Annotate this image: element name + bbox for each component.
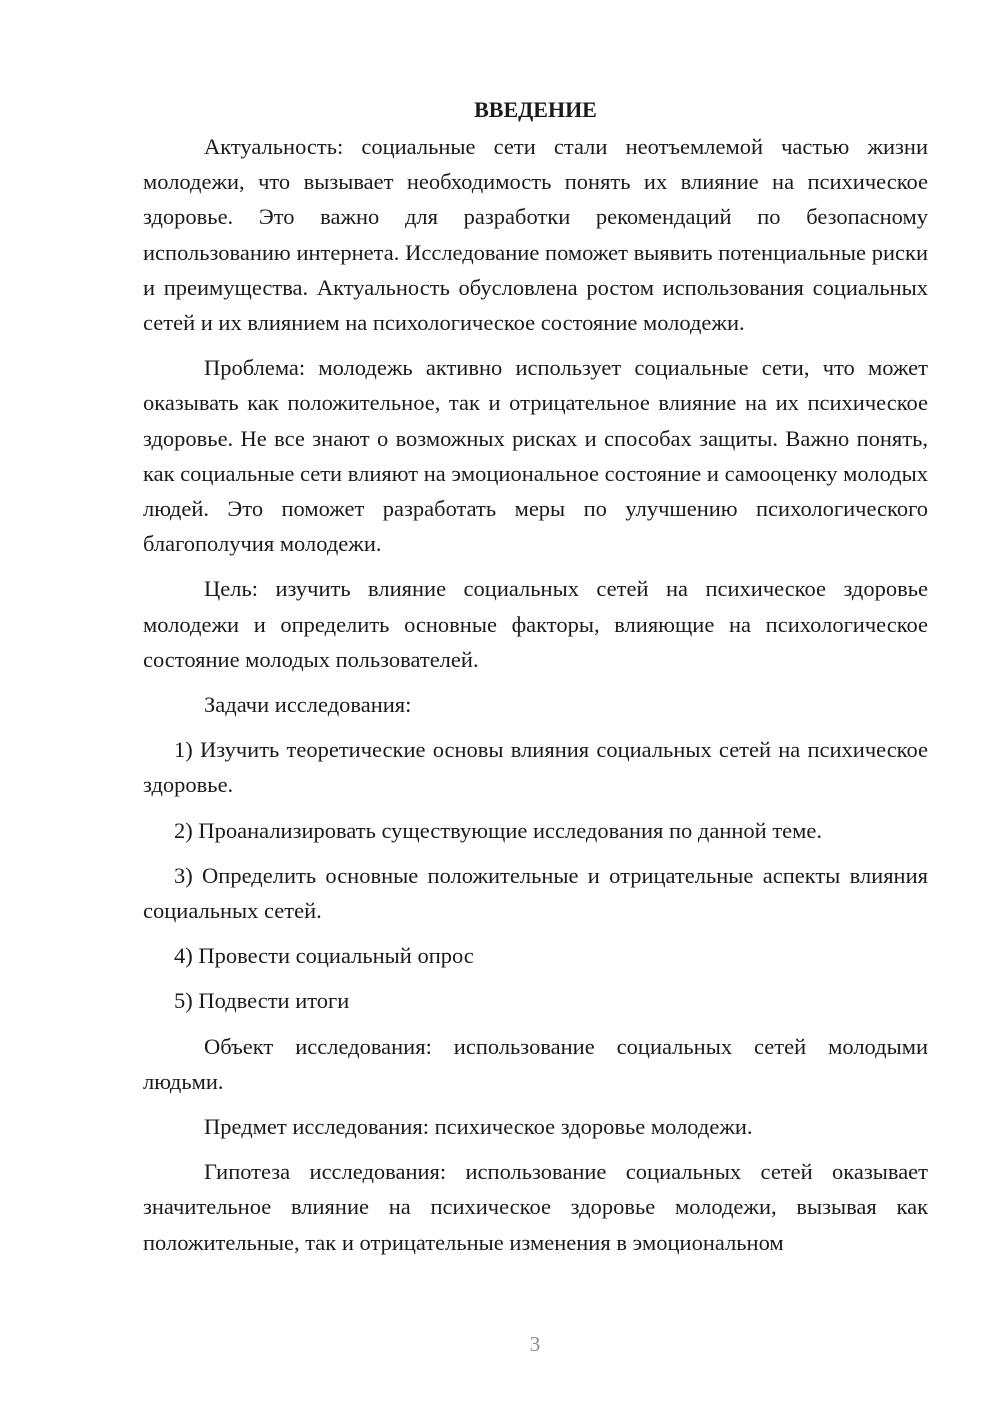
- page-number: 3: [529, 1332, 541, 1356]
- page-content: [143, 92, 928, 1260]
- subject-paragraph: Предмет исследования: психическое здоровье молодежи.: [204, 1114, 753, 1140]
- task-item-2: 2) Проанализировать существующие исследования по данной теме.: [174, 817, 823, 843]
- relevance-paragraph: Актуальность: социальные сети стали неотъемлемой частью жизни молодежи, что вызывает необходимость понять их влияние на психическое здоровье. Это важно для разработки рекомендаций по безопасному использованию интернета. Исследование поможет выявить потенциальные риски и преимущества. Актуальность обусловлена ростом использования социальных сетей и их влиянием на психологическое состояние молодежи.: [143, 134, 928, 336]
- tasks-heading: Задачи исследования:: [204, 692, 412, 718]
- goal-paragraph: Цель: изучить влияние социальных сетей на психическое здоровье молодежи и определить основные факторы, влияющие на психологическое состояние молодых пользователей.: [143, 576, 928, 672]
- task-item-4: 4) Провести социальный опрос: [174, 943, 474, 969]
- task-item-1: 1) Изучить теоретические основы влияния социальных сетей на психическое здоровье.: [143, 737, 928, 798]
- task-item-3: 3) Определить основные положительные и отрицательные аспекты влияния социальных сетей.: [143, 862, 928, 924]
- hypothesis-paragraph: Гипотеза исследования: использование социальных сетей оказывает значительное влияние на психическое здоровье молодежи, вызывая как положительные, так и отрицательные изменения в эмоциональном: [143, 1159, 928, 1255]
- page-title: ВВЕДЕНИЕ: [474, 97, 597, 122]
- task-item-5: 5) Подвести итоги: [174, 988, 350, 1014]
- problem-paragraph: Проблема: молодежь активно использует социальные сети, что может оказывать как положительное, так и отрицательное влияние на их психическое здоровье. Не все знают о возможных рисках и способах защиты. Важно понять, как социальные сети влияют на эмоциональное состояние и самооценку молодых людей. Это поможет разработать меры по улучшению психологического благополучия молодежи.: [143, 355, 928, 557]
- object-paragraph: Объект исследования: использование социальных сетей молодыми людьми.: [143, 1033, 928, 1094]
